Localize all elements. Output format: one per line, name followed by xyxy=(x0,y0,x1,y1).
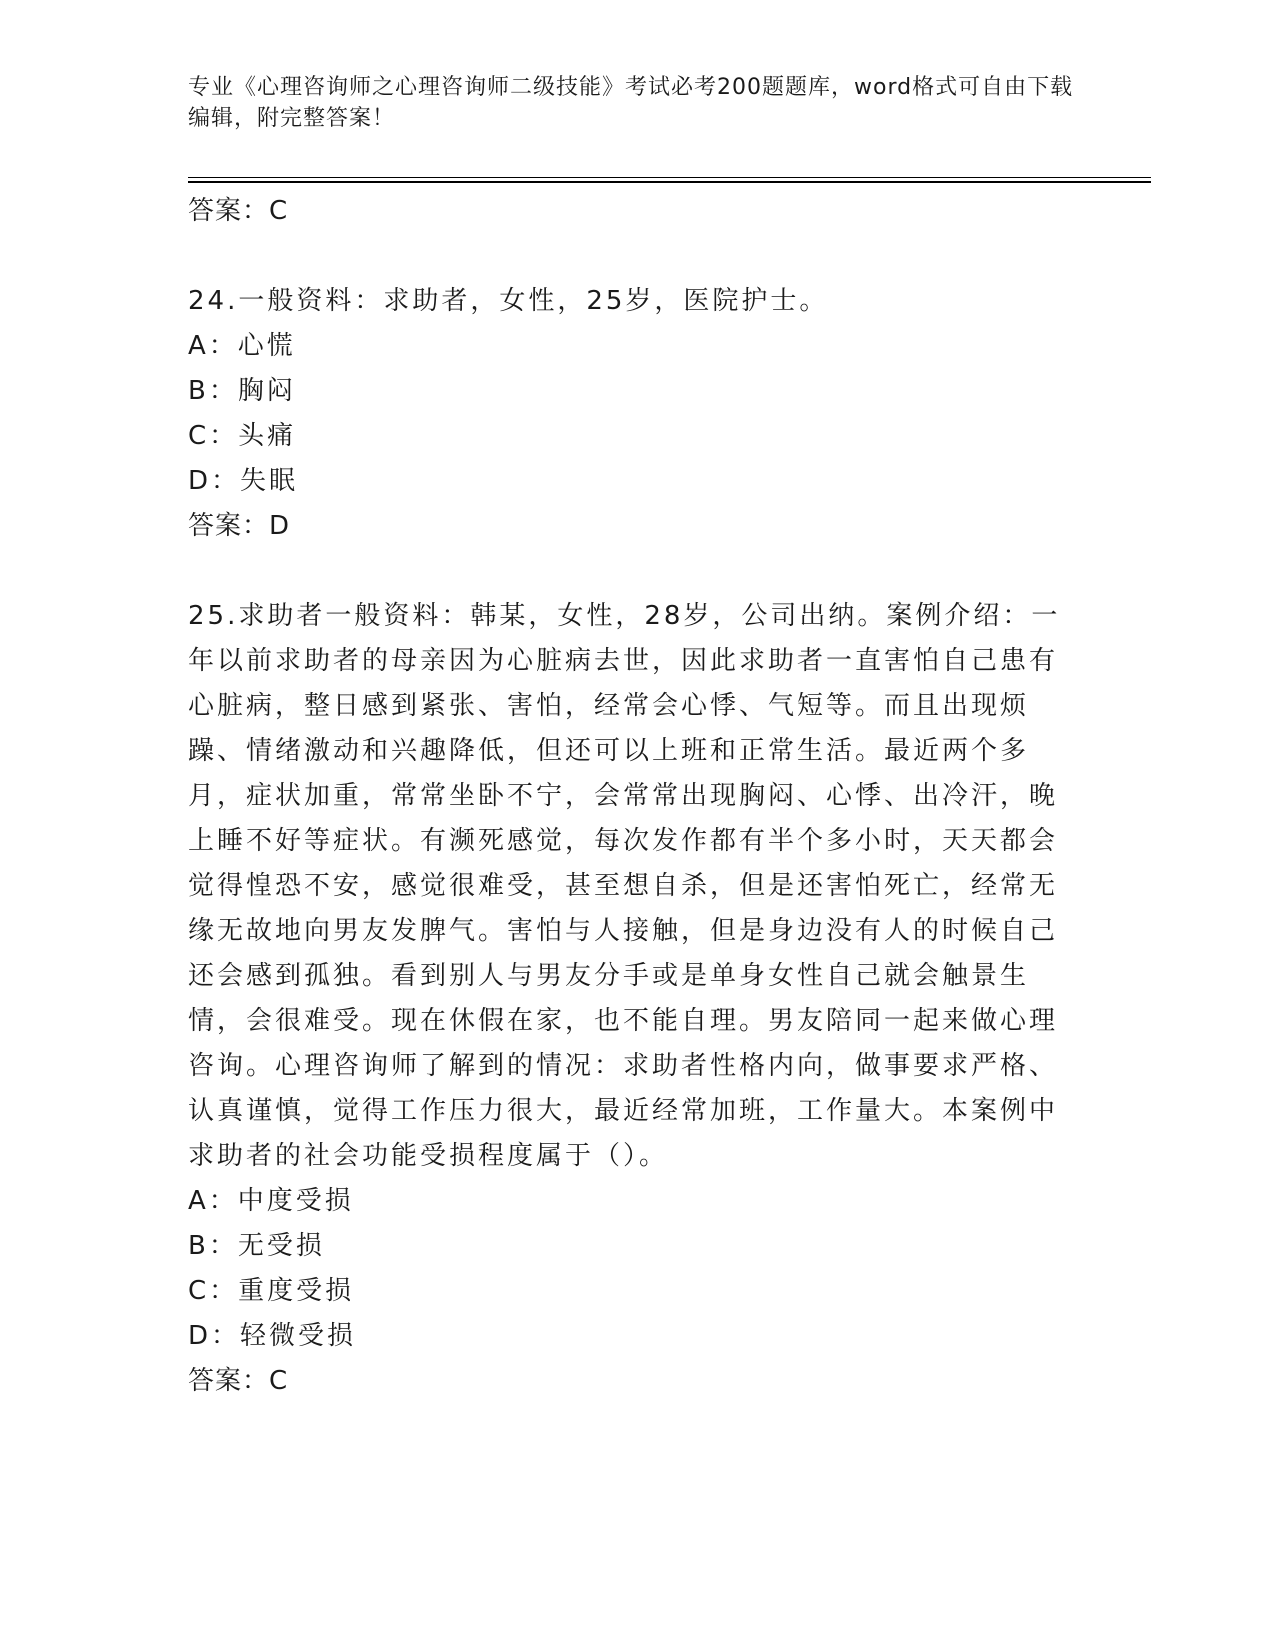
document-header: 专业《心理咨询师之心理咨询师二级技能》考试必考200题题库，word格式可自由下载编辑，附完整答案！ xyxy=(188,75,1074,131)
option-d: D：轻微受损 xyxy=(188,1321,357,1351)
question-answer: 答案：C xyxy=(188,1366,289,1396)
option-d: D：失眠 xyxy=(188,466,299,496)
previous-answer: 答案：C xyxy=(188,196,289,226)
question-content xyxy=(188,189,1088,1404)
option-a: A：心慌 xyxy=(188,331,296,361)
option-b: B：无受损 xyxy=(188,1231,325,1261)
option-c: C：头痛 xyxy=(188,421,297,451)
question-25 xyxy=(188,594,1088,1404)
header-divider-thin xyxy=(188,177,1151,178)
header-divider-thick xyxy=(188,181,1151,183)
spacer xyxy=(188,234,1088,279)
question-answer: 答案：D xyxy=(188,511,291,541)
question-24 xyxy=(188,279,1088,549)
question-stem: 24.一般资料：求助者，女性，25岁，医院护士。 xyxy=(188,286,829,316)
option-a: A：中度受损 xyxy=(188,1186,354,1216)
spacer xyxy=(188,549,1088,594)
option-c: C：重度受损 xyxy=(188,1276,355,1306)
option-b: B：胸闷 xyxy=(188,376,296,406)
question-stem: 25.求助者一般资料：韩某，女性，28岁，公司出纳。案例介绍：一年以前求助者的母亲因为心脏病去世，因此求助者一直害怕自己患有心脏病，整日感到紧张、害怕，经常会心悸、气短等。而且出现烦躁、情绪激动和兴趣降低，但还可以上班和正常生活。最近两个多月，症状加重，常常坐卧不宁，会常常出现胸闷、心悸、出冷汗，晚上睡不好等症状。有濒死感觉，每次发作都有半个多小时，天天都会觉得惶恐不安，感觉很难受，甚至想自杀，但是还害怕死亡，经常无缘无故地向男友发脾气。害怕与人接触，但是身边没有人的时候自己还会感到孤独。看到别人与男友分手或是单身女性自己就会触景生情，会很难受。现在休假在家，也不能自理。男友陪同一起来做心理咨询。心理咨询师了解到的情况：求助者性格内向，做事要求严格、认真谨慎，觉得工作压力很大，最近经常加班，工作量大。本案例中求助者的社会功能受损程度属于（）。 xyxy=(188,601,1061,1171)
